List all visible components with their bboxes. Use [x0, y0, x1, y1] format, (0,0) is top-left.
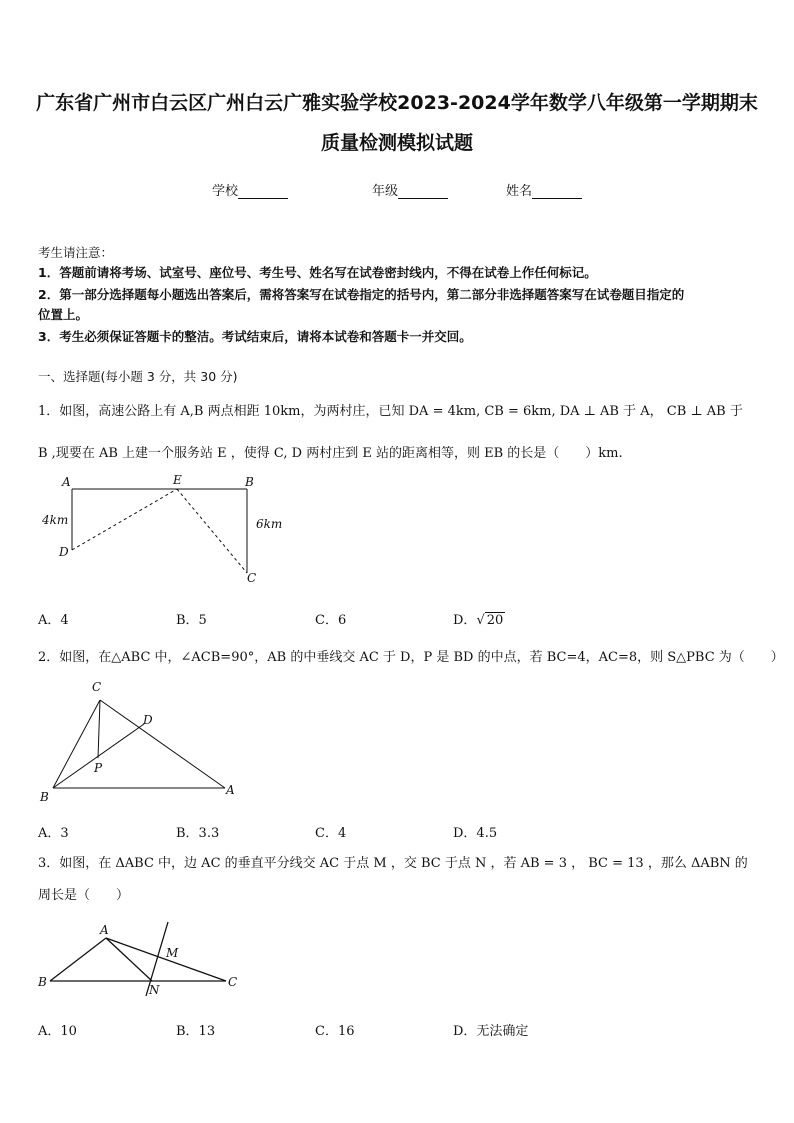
q2-label-b: B — [40, 790, 49, 804]
q3-option-b: B．13 — [176, 1024, 216, 1039]
q2-line-bc — [53, 700, 100, 788]
q1-option-b: B．5 — [176, 613, 207, 628]
grade-field — [372, 180, 448, 199]
q3-stem-line1: 3．如图，在 ΔABC 中，边 AC 的垂直平分线交 AC 于点 M ，交 BC 于点 N ，若 AB = 3 ， BC = 13 ，那么 ΔABN 的 — [38, 856, 748, 871]
q2-line-cp — [98, 700, 100, 758]
q2-figure — [36, 676, 256, 806]
notice-item-2-cont: 位置上。 — [38, 307, 89, 322]
q2-line-ca — [100, 700, 225, 788]
q1-label-e: E — [173, 473, 182, 487]
q1-option-d-radicand: 20 — [486, 613, 504, 628]
school-label: 学校 — [212, 184, 239, 199]
q3-line-ba — [50, 938, 106, 981]
q1-figure — [36, 472, 296, 592]
q1-label-b: B — [245, 475, 254, 489]
q3-stem-line2: 周长是（ ） — [38, 888, 130, 903]
q2-stem-line1: 2．如图，在△ABC 中，∠ACB=90°，AB 的中垂线交 AC 于 D，P 是 BD 的中点，若 BC=4，AC=8，则 S△PBC 为（ ） — [38, 650, 784, 665]
school-blank — [238, 186, 288, 199]
q3-label-b: B — [38, 975, 47, 989]
q3-label-n: N — [149, 983, 160, 997]
q2-label-d: D — [143, 713, 153, 727]
q3-label-a: A — [100, 923, 109, 937]
q1-stem-line1: 1．如图，高速公路上有 A,B 两点相距 10km，为两村庄，已知 DA = 4km, CB = 6km, DA ⊥ AB 于 A， CB ⊥ AB 于 — [38, 404, 743, 419]
q2-option-d: D．4.5 — [453, 826, 498, 841]
q1-label-6km: 6km — [256, 517, 283, 531]
q1-label-4km: 4km — [42, 513, 69, 527]
q3-label-c: C — [228, 975, 238, 989]
q3-line-an — [106, 938, 152, 981]
q2-option-b: B．3.3 — [176, 826, 220, 841]
school-field — [212, 180, 288, 199]
name-label: 姓名 — [506, 184, 533, 199]
q1-label-d: D — [59, 545, 69, 559]
q3-figure — [36, 920, 256, 1000]
notice-heading: 考生请注意： — [38, 245, 114, 260]
exam-title-line2: 质量检测模拟试题 — [320, 132, 473, 154]
notice-item-1: 1．答题前请将考场、试室号、座位号、考生号、姓名写在试卷密封线内，不得在试卷上作任何标记。 — [38, 265, 597, 280]
q1-label-a: A — [62, 475, 71, 489]
exam-title-line1: 广东省广州市白云区广州白云广雅实验学校2023-2024学年数学八年级第一学期期末 — [36, 92, 758, 114]
q2-option-a: A．3 — [38, 826, 69, 841]
q3-option-a: A．10 — [38, 1024, 77, 1039]
grade-label: 年级 — [372, 184, 399, 199]
section1-heading: 一、选择题(每小题 3 分，共 30 分) — [38, 369, 238, 384]
name-field — [506, 180, 582, 199]
q1-option-a: A．4 — [38, 613, 69, 628]
q2-label-a: A — [226, 783, 235, 797]
q1-option-d — [453, 609, 505, 628]
q1-line-ec — [177, 489, 247, 573]
q1-option-c: C．6 — [315, 613, 347, 628]
q1-stem-line2: B ,现要在 AB 上建一个服务站 E ，使得 C, D 两村庄到 E 站的距离相等，则 EB 的长是（ ）km. — [38, 446, 623, 461]
notice-item-2: 2．第一部分选择题每小题选出答案后，需将答案写在试卷指定的括号内，第二部分非选择题答案写在试卷题目指定的 — [38, 287, 685, 302]
notice-item-3: 3．考生必须保证答题卡的整洁。考试结束后，请将本试卷和答题卡一并交回。 — [38, 329, 472, 344]
q2-label-c: C — [92, 680, 102, 694]
sqrt-icon: √ — [476, 613, 485, 628]
name-blank — [532, 186, 582, 199]
q3-label-m: M — [166, 946, 179, 960]
q1-label-c: C — [247, 571, 257, 585]
q3-option-d: D．无法确定 — [453, 1024, 529, 1039]
q3-option-c: C．16 — [315, 1024, 355, 1039]
q2-option-c: C．4 — [315, 826, 347, 841]
grade-blank — [398, 186, 448, 199]
q1-line-de — [72, 489, 177, 550]
q1-option-d-label: D． — [453, 613, 477, 628]
q2-label-p: P — [94, 761, 103, 775]
